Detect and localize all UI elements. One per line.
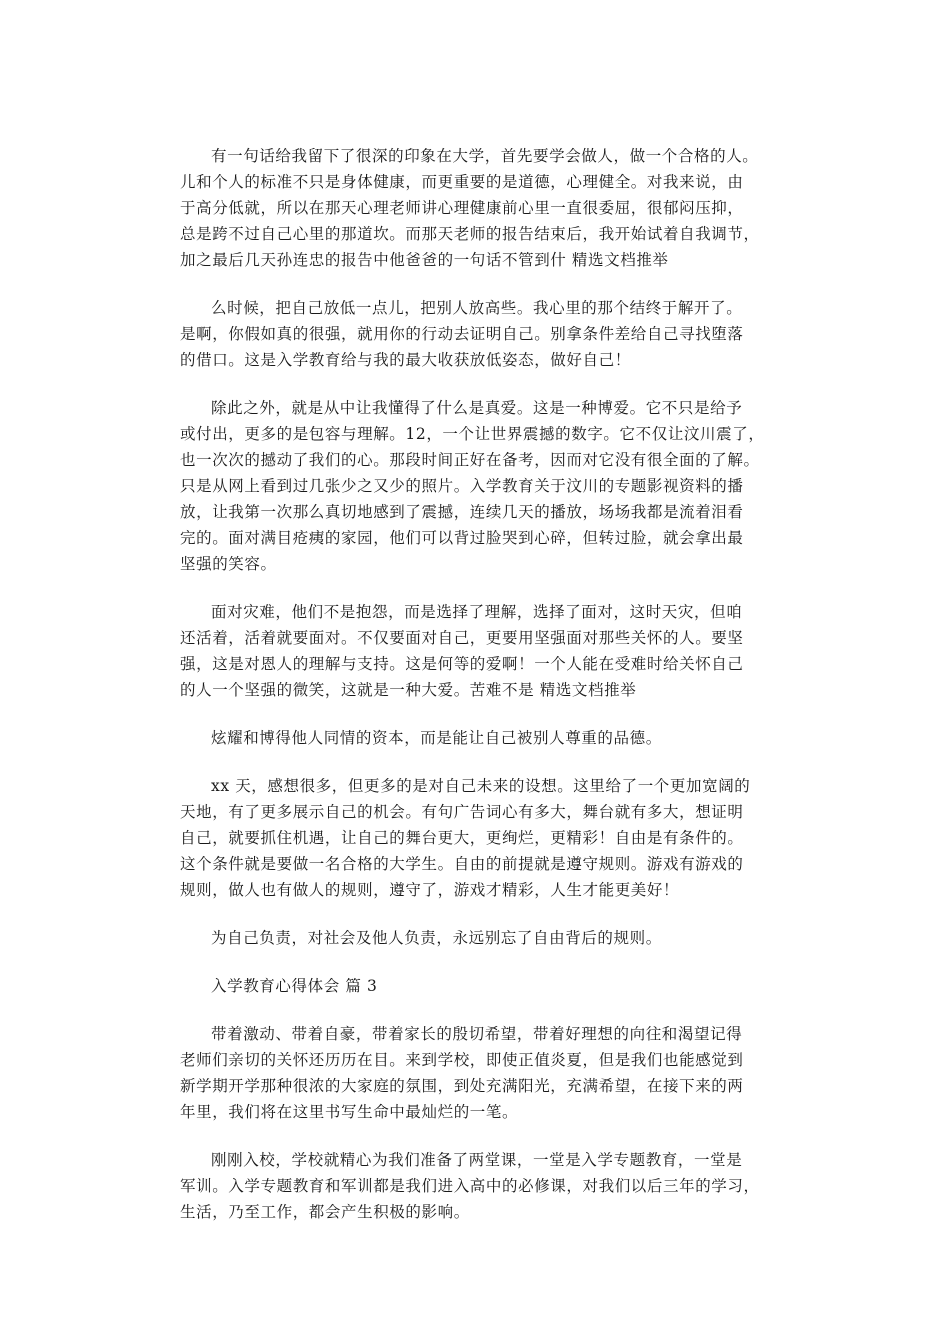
text-line: 老师们亲切的关怀还历历在目。来到学校，即使正值炎夏，但是我们也能感觉到 (180, 1051, 744, 1069)
text-line: 是啊，你假如真的很强，就用你的行动去证明自己。别拿条件差给自己寻找堕落 (180, 325, 744, 343)
paragraph (180, 1147, 782, 1225)
text-line: 或付出，更多的是包容与理解。12，一个让世界震撼的数字。它不仅让汶川震了， (180, 425, 765, 443)
document-body (180, 143, 782, 1247)
section-heading (180, 973, 782, 999)
text-line: 儿和个人的标准不只是身体健康，而更重要的是道德，心理健全。对我来说，由 (180, 173, 744, 191)
text-line: 生活，乃至工作，都会产生积极的影响。 (180, 1203, 470, 1221)
text-line: 也一次次的撼动了我们的心。那段时间正好在备考，因而对它没有很全面的了解。 (180, 451, 760, 469)
text-line: 坚强的笑容。 (180, 555, 277, 573)
text-line: 天地，有了更多展示自己的机会。有句广告词心有多大，舞台就有多大，想证明 (180, 803, 744, 821)
text-line: 除此之外，就是从中让我懂得了什么是真爱。这是一种博爱。它不只是给予 (211, 399, 743, 417)
text-line: 军训。入学专题教育和军训都是我们进入高中的必修课，对我们以后三年的学习， (180, 1177, 760, 1195)
text-line: 的人一个坚强的微笑，这就是一种大爱。苦难不是 精选文档推举 (180, 681, 637, 699)
text-line: 年里，我们将在这里书写生命中最灿烂的一笔。 (180, 1103, 519, 1121)
paragraph (180, 599, 782, 703)
paragraph (180, 143, 782, 273)
text-line: 加之最后几天孙连忠的报告中他爸爸的一句话不管到什 精选文档推举 (180, 251, 669, 269)
text-line: xx 天，感想很多，但更多的是对自己未来的设想。这里给了一个更加宽阔的 (211, 777, 751, 795)
text-line: 于高分低就，所以在那天心理老师讲心理健康前心里一直很委屈，很郁闷压抑， (180, 199, 744, 217)
text-line: 有一句话给我留下了很深的印象在大学，首先要学会做人，做一个合格的人。 (211, 147, 759, 165)
paragraph (180, 395, 782, 577)
paragraph (180, 773, 782, 903)
text-line: 放，让我第一次那么真切地感到了震撼，连续几天的播放，场场我都是流着泪看 (180, 503, 744, 521)
text-line: 为自己负责，对社会及他人负责，永远别忘了自由背后的规则。 (211, 929, 662, 947)
paragraph (180, 1021, 782, 1125)
text-line: 带着激动、带着自豪，带着家长的殷切希望，带着好理想的向往和渴望记得 (211, 1025, 743, 1043)
text-line: 只是从网上看到过几张少之又少的照片。入学教育关于汶川的专题影视资料的播 (180, 477, 744, 495)
paragraph (180, 725, 782, 751)
text-line: 还活着，活着就要面对。不仅要面对自己，更要用坚强面对那些关怀的人。要坚 (180, 629, 744, 647)
text-line: 强，这是对恩人的理解与支持。这是何等的爱啊！一个人能在受难时给关怀自己 (180, 655, 744, 673)
text-line: 炫耀和博得他人同情的资本，而是能让自己被别人尊重的品德。 (211, 729, 662, 747)
text-line: 自己，就要抓住机遇，让自己的舞台更大，更绚烂，更精彩！自由是有条件的。 (180, 829, 744, 847)
text-line: 刚刚入校，学校就精心为我们准备了两堂课，一堂是入学专题教育，一堂是 (211, 1151, 743, 1169)
text-line: 这个条件就是要做一名合格的大学生。自由的前提就是遵守规则。游戏有游戏的 (180, 855, 744, 873)
text-line: 的借口。这是入学教育给与我的最大收获放低姿态，做好自己！ (180, 351, 631, 369)
text-line: 入学教育心得体会 篇 3 (211, 977, 378, 995)
text-line: 完的。面对满目疮痍的家园，他们可以背过脸哭到心碎，但转过脸，就会拿出最 (180, 529, 744, 547)
paragraph (180, 295, 782, 373)
text-line: 新学期开学那种很浓的大家庭的氛围，到处充满阳光，充满希望，在接下来的两 (180, 1077, 744, 1095)
text-line: 规则，做人也有做人的规则，遵守了，游戏才精彩，人生才能更美好！ (180, 881, 680, 899)
text-line: 么时候，把自己放低一点儿，把别人放高些。我心里的那个结终于解开了。 (211, 299, 743, 317)
text-line: 总是跨不过自己心里的那道坎。而那天老师的报告结束后，我开始试着自我调节， (180, 225, 760, 243)
paragraph (180, 925, 782, 951)
text-line: 面对灾难，他们不是抱怨，而是选择了理解，选择了面对，这时天灾，但咱 (211, 603, 743, 621)
